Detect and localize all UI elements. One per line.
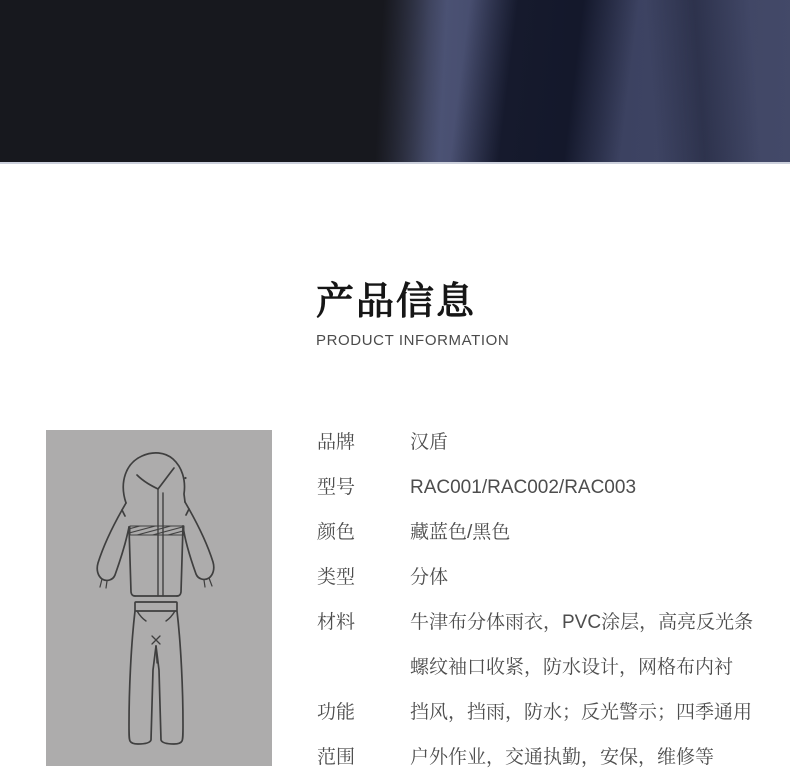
spec-value-scope: 户外作业，交通执勤，安保，维修等 (410, 747, 715, 768)
product-specs (317, 420, 772, 780)
navy-fabric-photo (0, 0, 790, 164)
spec-row-color (317, 510, 772, 555)
spec-label-function: 功能 (317, 702, 356, 723)
spec-label-material: 材料 (317, 612, 356, 633)
spec-label-brand: 品牌 (317, 432, 356, 453)
spec-value-material-line1: 牛津布分体雨衣，PVC涂层，高亮反光条 (410, 612, 754, 633)
spec-value-material-line2: 螺纹袖口收紧，防水设计，网格布内衬 (410, 657, 734, 678)
spec-label-scope: 范围 (317, 747, 356, 768)
spec-row-function (317, 690, 772, 735)
section-header (316, 281, 509, 349)
spec-label-color: 颜色 (317, 522, 356, 543)
spec-row-model (317, 465, 772, 510)
product-sketch-panel (46, 430, 272, 766)
spec-value-material (410, 600, 753, 690)
spec-value-brand: 汉盾 (410, 432, 449, 453)
spec-value-color: 藏蓝色/黑色 (410, 522, 511, 543)
section-subtitle: PRODUCT INFORMATION (316, 331, 510, 349)
spec-label-type: 类型 (317, 567, 356, 588)
spec-value-function: 挡风，挡雨，防水；反光警示；四季通用 (410, 702, 753, 723)
spec-value-model: RAC001/RAC002/RAC003 (410, 477, 637, 498)
spec-row-material (317, 600, 772, 690)
spec-label-model: 型号 (317, 477, 356, 498)
spec-row-brand (317, 420, 772, 465)
spec-value-type: 分体 (410, 567, 449, 588)
rain-suit-sketch (46, 430, 272, 766)
section-title: 产品信息 (316, 281, 477, 323)
spec-row-scope (317, 735, 772, 780)
spec-row-type (317, 555, 772, 600)
